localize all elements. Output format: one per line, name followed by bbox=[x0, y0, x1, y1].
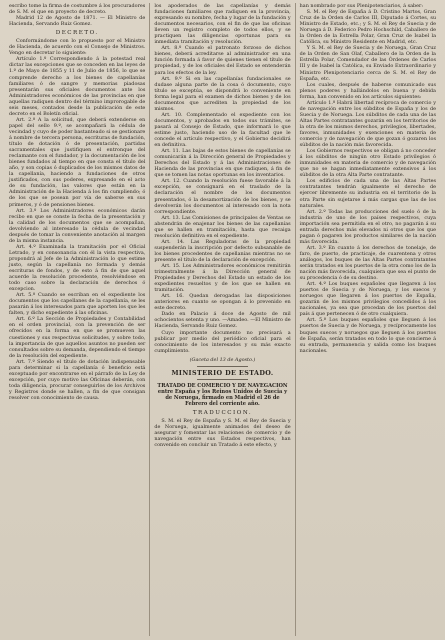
article: Artículo 1.º Habrá libertad recíproca de comercio y de navegación entre los súbditos de España y los de Suecia y de Noruega. Los súbditos de cada una de las Altas Partes contratantes gozarán en los territorios de la otra de los mismos derechos, privilegios, libertades, favores, inmunidades y exenciones en materia de comercio y de navegación de que gozan ó gozaren los súbditos de la nación más favorecida. bbox=[299, 99, 436, 149]
column-2 bbox=[149, 3, 294, 636]
article: Art. 4.º Examinada la tramitación por el Oficial Letrado, y en consonancia con él la vista respectiva, propondrá al Jefe de la Administración lo que estime justo, según la capellanía no formada y demás escrituras de fondos, y de esto á fin de que aquel acuerde la resolución procedente, resolviéndose en todo caso sobre la declaración de derechos ó excepcion. bbox=[9, 243, 146, 293]
article: Art. 2.º A la solicitud, que deberá extenderse en papel del sello 9.º, se acompañará la cédula de vecindad y cuyo de poder bastanteado si se gestionare á nombre de tercera persona, escrituras de fundación, título de dotación ó de presentación, partidas sacramentales que justifiquen el entronque del reclamante con el fundador, y la documentación de los bienes fundados al tiempo en que consta el título del año, y son copias ó duplicados de los mismos datos de la capellanía, haciendo a fundaciones de otros justificados, con sus poderes, expresando en el acto de su fundación, las valores que están en la Administración de la Hacienda á los fin cumpliendo; ó de los que se posean por vía de saberse en sus primeros, y ó de pensiones bienes. bbox=[9, 116, 146, 208]
paragraph: Cuyo importante documento no precisará a publicar por medio del periódico oficial para el conocimiento de los interesados y su más exacto cumplimiento. bbox=[154, 329, 291, 354]
paragraph: han nombrado por sus Plenipotenciarios, á saber: bbox=[299, 3, 424, 9]
article: Art. 8.º Cuando el patronato forzoso de dichos bienes, deberá acreditarse al administrador en una función formada á favor de quienes tienen el título de propiedad, y de los oficiales del Estado se entenderán para los efectos de la ley. bbox=[154, 45, 291, 76]
decree-heading: DECRETO. bbox=[55, 30, 99, 37]
paragraph: Los edificios de cada una de las Altas Partes contratantes tendrán igualmente el derecho de ejercer libremente su industria en el territorio de la otra Parte sin sujetarse á más cargas que las de los naturales. bbox=[299, 178, 436, 209]
article: Art. 15. Los Administradores económicos remitirán trimestralmente á la Dirección general de Propiedades y Derechos del Estado un estado de los expedientes resueltos y de los que se hallen en tramitación. bbox=[154, 263, 291, 294]
paragraph: S. M. el Rey de España y S. M. el Rey de Suecia y de Noruega, igualmente animados del deseo de asegurar y fomentar las relaciones de comercio y de navegación entre sus Estados respectivos, han convenido en concluir un Tratado á este efecto, y bbox=[154, 418, 291, 449]
article: Art. 4.º Los buques españoles que llegaren á los puertos de Suecia y de Noruega, y los suecos y noruegos que llegaren á los puertos de España, gozarán de los mismos privilegios concedidos á los nacionales, ya sea que procedan de los puertos del país á que pertenecen ó de otro cualquiera. bbox=[299, 281, 436, 318]
article: Art. 12. Cuando la resolución fuese favorable á la excepción, se consignará en el traslado de la declaración el nombre de los documentos presentados, ó la desamortización de los bienes, y se devolverán los documentos al interesado con la nota correspondiente. bbox=[154, 178, 291, 215]
paragraph: Los cuales, después de haberse comunicado sus plenos poderes y hallándolos en buena y debida forma, han convenido en los artículos siguientes: bbox=[299, 81, 436, 100]
article: Art. 13. Las Comisiones de principales de Ventas se abstendrán de enajenar los bienes de las capellanías que se hallen en tramitación, hasta que recaiga resolución definitiva en el expediente. bbox=[154, 214, 291, 239]
ministerial-signature: Madrid 12 de Agosto de 1871. — El Ministro de Hacienda, Servando Ruiz Gomez. bbox=[9, 15, 146, 28]
article: Art. 2.º Todas las producciones del suelo ó de la industria de uno de los países respectivos, cuya importación sea permitida en el otro, no pagarán á su entrada derechos más elevados ni otros que los que pagan ó pagaren los productos similares de la nación más favorecida. bbox=[299, 208, 436, 245]
source-citation: (Gaceta del 13 de Agosto.) bbox=[189, 356, 256, 363]
column-container bbox=[5, 3, 440, 636]
paragraph: los apoderados de las capellanías y demás fundaciones familiares que radiquen en la provincia, expresando su nombre, fecha y lugar de la fundación y documentos necesarios, con el fin de que las oficinas lleven un registro completo de todos ellos, y se practiquen las diligencias oportunas para su inmediata tramitación y resolución. bbox=[154, 3, 291, 46]
divider bbox=[197, 366, 249, 367]
article: Art. 9.º Si en las capellanías fundacionales se dudase alguna parte de la cosa ó documento, cuyo título se exceptúa, se dispondrá lo conveniente en forma legal para el examen de dichos bienes y de los documentos que acrediten la propiedad de los mismos. bbox=[154, 75, 291, 112]
paragraph: Los Gobiernos respectivos se obligan á no conceder á los súbditos de ningún otro Estado privilegios ó inmunidades en materia de comercio y de navegación que no se hagan inmediatamente extensivos á los súbditos de la otra Alta Parte contratante. bbox=[299, 148, 436, 179]
paragraph: S. M. el Rey de España á D. Cristino Martos, Gran Cruz de la Orden de Carlos III, Diputado á Cortes, su Ministro de Estado, etc.; y S. M. el Rey de Suecia y de Noruega á D. Federico Pedro Hochschild, Caballero de la Orden de la Estrella Polar, Gran Cruz de Isabel la Católica, su Ministro Residente en Madrid, etc. bbox=[299, 9, 436, 46]
treaty-title: TRATADO DE COMERCIO Y DE NAVEGACION entre España y los Reinos Unidos de Suecia y de Noruega, firmado en Madrid el 26 de Febrero del corriente año. bbox=[157, 382, 288, 407]
article: Art. 3.º En cuanto á los derechos de tonelaje, de faro, de puerto, de practicaje, de cuarentena y otros análogos, los buques de las Altas Partes contratantes serán tratados en los puertos de la otra como los de la nación más favorecida, cualquiera que sea el punto de su procedencia ó de su destino. bbox=[299, 244, 436, 282]
article: Art. 14. Las Reguladoras de la propiedad suspenderán la inscripción por defecto subsanable de los bienes procedentes de capellanías mientras no se presente el título de la declaración de excepción. bbox=[154, 238, 291, 263]
article: Art. 6.º La Sección de Propiedades y Contabilidad en el orden provincial, con la prevención de ser ofrecidos en la forma en que se promueven las cuestiones y sus respectivas solicitudes, y sobre todo, la importancia de que aquellos asuntos no pueden ser consultados sobre su demanda, dependiendo el tiempo de la resolución del expediente. bbox=[9, 316, 146, 359]
column-3 bbox=[295, 3, 440, 636]
article: Artículo 1.º Correspondiendo á la potestad real dictar las excepciones que se conceden en las leyes de 1.º de Mayo de 1855 y 11 de Julio de 1856, lo que se comprende derecho a los bienes de capellanías familiares ó de sangre y memorias piadosas presentarán sus oficiales documentos ante los Administradores económicos de las provincias en que aquellas radiquen dentro del término improrogable de seis meses, contados desde la publicación de este decreto en el Boletín oficial. bbox=[9, 56, 146, 117]
divider bbox=[197, 379, 249, 380]
article: Art. 10. Complementado el expediente con los documentos, y aprobados en todos sus trámites, se pasará al Consejo de Estado, que informará lo que estime justo, haciendo uso de la facultad que le concede el artículo respectivo, y el Gobierno decidirá en definitiva. bbox=[154, 111, 291, 149]
column-1 bbox=[5, 3, 149, 636]
paragraph: Y S. M. el Rey de Suecia y de Noruega, Gran Cruz de la Orden de San Olaf, Caballero de la Orden de la Estrella Polar, Comendador de las Órdenes de Carlos III y de Isabel la Católica, su Enviado Extraordinario y Ministro Plenipotenciario cerca de S. M. el Rey de España, etc. bbox=[299, 45, 436, 82]
article: Art. 3.º Los Administradores económicos darán recibo en que se conste la fecha de la presentación y la calidad de los documentos que se acompañan, devolviendo al interesado la cédula de vecindad después de tomar la conveniente anotación al margen de la misma instancia. bbox=[9, 207, 146, 244]
article: Art. 5.º Cuando se escriban en el expediente los documentos que los capellanes de la capellanía, se les pasarán á los interesados para que aporten los que les falten, y dicho expediente á las oficinas. bbox=[9, 292, 146, 317]
translation-heading: TRADUCCION. bbox=[192, 410, 253, 416]
paragraph: escribo tome la firma de costumbre á los procuradores de S. M. el que en proyecto de decreto. bbox=[9, 3, 146, 16]
royal-signature: Dado en Palacio á doce de Agosto de mil ochocientos setenta y uno. —Amadeo. —El Ministro de Hacienda, Servando Ruiz Gomez. bbox=[154, 311, 291, 330]
article: Art. 5.º Los buques españoles que lleguen á los puertos de Suecia y de Noruega, y recíprocamente los buques suecos y noruegos que lleguen á los puertos de España, serán tratados en todo lo que concierne á su entrada, permanencia y salida como los buques nacionales. bbox=[299, 317, 436, 354]
article: Art. 7.º Siendo el título de dotación indispensable para determinar si la capellanía ó beneficio está exceptuado por encontrarse en el párrafo de la Ley de excepción, por cuyo motivo las Oficinas deberán, con toda diligencia, procurar conseguirlos de los Archivos y Registros donde se hallen, a fin de que consigan resolver con conocimiento de causa. bbox=[9, 358, 146, 401]
paragraph: Conformándome con lo propuesto por el Ministro de Hacienda, de acuerdo con el Consejo de Ministros. Vengo en decretar lo siguiente: bbox=[9, 38, 146, 57]
ministry-heading: MINISTERIO DE ESTADO. bbox=[171, 368, 274, 377]
article: Art. 16. Quedan derogadas las disposiciones anteriores en cuanto se opongan á lo prevenido en este decreto. bbox=[154, 293, 291, 312]
article: Art. 11. Las bajas de estos bienes de capellanías se comunicarán á la Dirección general de Propiedades y Derechos del Estado y á las Administraciones de Hacienda de las provincias en que radiquen, á fin de que se tomen las notas oportunas en los inventarios. bbox=[154, 148, 291, 179]
